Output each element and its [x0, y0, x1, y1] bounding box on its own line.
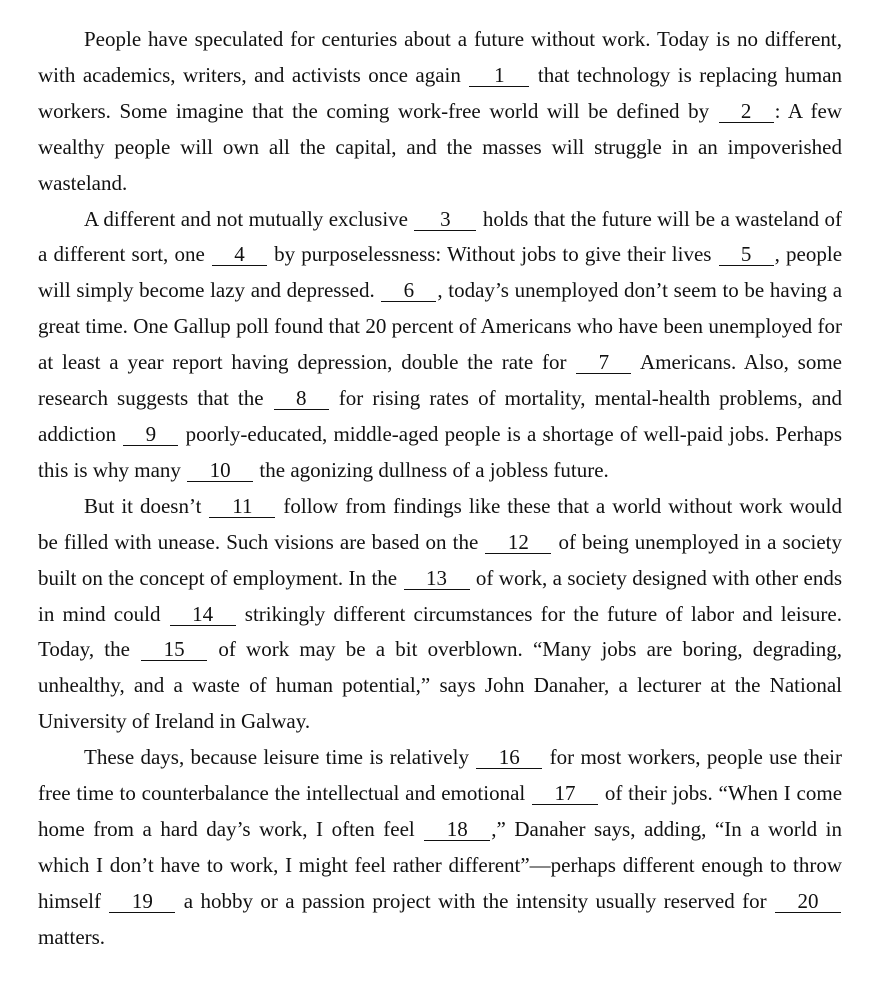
blank-3: 3 — [414, 209, 476, 231]
blank-10: 10 — [187, 460, 253, 482]
text-segment: But it doesn’t — [84, 493, 202, 518]
blank-15: 15 — [141, 639, 207, 661]
text-segment: These days, because leisure time is relatively — [84, 745, 469, 770]
blank-6: 6 — [381, 280, 436, 302]
text-segment: for most workers, people use their free time to counterbalance the intellectual and emotional — [38, 745, 842, 806]
blank-18: 18 — [424, 819, 490, 841]
blank-13: 13 — [404, 568, 470, 590]
text-segment: People have speculated for centuries about a future without work. Today is no different, with academics, writers, and activists once again — [38, 27, 842, 87]
blank-17: 17 — [532, 783, 598, 805]
text-segment: , people will simply become lazy and depressed. — [38, 242, 843, 303]
text-segment: A different and not mutually exclusive — [84, 206, 408, 231]
blank-20: 20 — [775, 891, 841, 913]
blank-16: 16 — [476, 747, 542, 769]
blank-14: 14 — [170, 604, 236, 626]
blank-8: 8 — [274, 388, 329, 410]
text-segment: the agonizing dullness of a jobless future. — [259, 457, 609, 482]
text-segment: matters. — [38, 924, 106, 949]
text-segment: of work may be a bit overblown. “Many jobs are boring, degrading, unhealthy, and a waste of human potential,” says John Danaher, a lecturer at the National University of Ireland in Galway. — [38, 637, 842, 734]
text-segment: : A few wealthy people will own all the capital, and the masses will struggle in an impoverished wasteland. — [38, 98, 842, 195]
blank-19: 19 — [109, 891, 175, 913]
text-segment: poorly-educated, middle-aged people is a shortage of well-paid jobs. Perhaps this is why many — [38, 421, 842, 482]
passage — [38, 22, 842, 956]
blank-11: 11 — [209, 496, 275, 518]
paragraph-4 — [38, 740, 842, 955]
blank-1: 1 — [469, 65, 529, 87]
blank-5: 5 — [719, 244, 774, 266]
blank-7: 7 — [576, 352, 631, 374]
text-segment: , today’s unemployed don’t seem to be having a great time. One Gallup poll found that 20 percent of Americans who have been unemployed for at least a year report having depression, double the rate for — [38, 278, 843, 375]
paragraph-1 — [38, 22, 842, 202]
text-segment: of work, a society designed with other ends in mind could — [38, 565, 843, 626]
text-segment: of being unemployed in a society built on the concept of employment. In the — [38, 529, 843, 590]
text-segment: for rising rates of mortality, mental-health problems, and addiction — [38, 386, 843, 446]
text-segment: that technology is replacing human workers. Some imagine that the coming work-free world will be defined by — [38, 62, 843, 123]
blank-9: 9 — [123, 424, 178, 446]
text-segment: a hobby or a passion project with the intensity usually reserved for — [183, 888, 767, 913]
paragraph-3 — [38, 489, 842, 740]
text-segment: by purposelessness: Without jobs to give their lives — [274, 242, 712, 267]
blank-12: 12 — [485, 532, 551, 554]
blank-2: 2 — [719, 101, 774, 123]
text-segment: strikingly different circumstances for the future of labor and leisure. Today, the — [38, 601, 842, 662]
text-segment: Americans. Also, some research suggests that the — [38, 350, 842, 411]
blank-4: 4 — [212, 244, 267, 266]
paragraph-2 — [38, 202, 842, 489]
text-segment: holds that the future will be a wasteland of a different sort, one — [38, 206, 843, 267]
text-segment: of their jobs. “When I come home from a hard day’s work, I often feel — [38, 781, 843, 841]
text-segment: follow from findings like these that a world without work would be filled with unease. Such visions are based on the — [38, 493, 842, 554]
text-segment: ,” Danaher says, adding, “In a world in which I don’t have to work, I might feel rather different”—perhaps different enough to throw himself — [38, 816, 842, 913]
